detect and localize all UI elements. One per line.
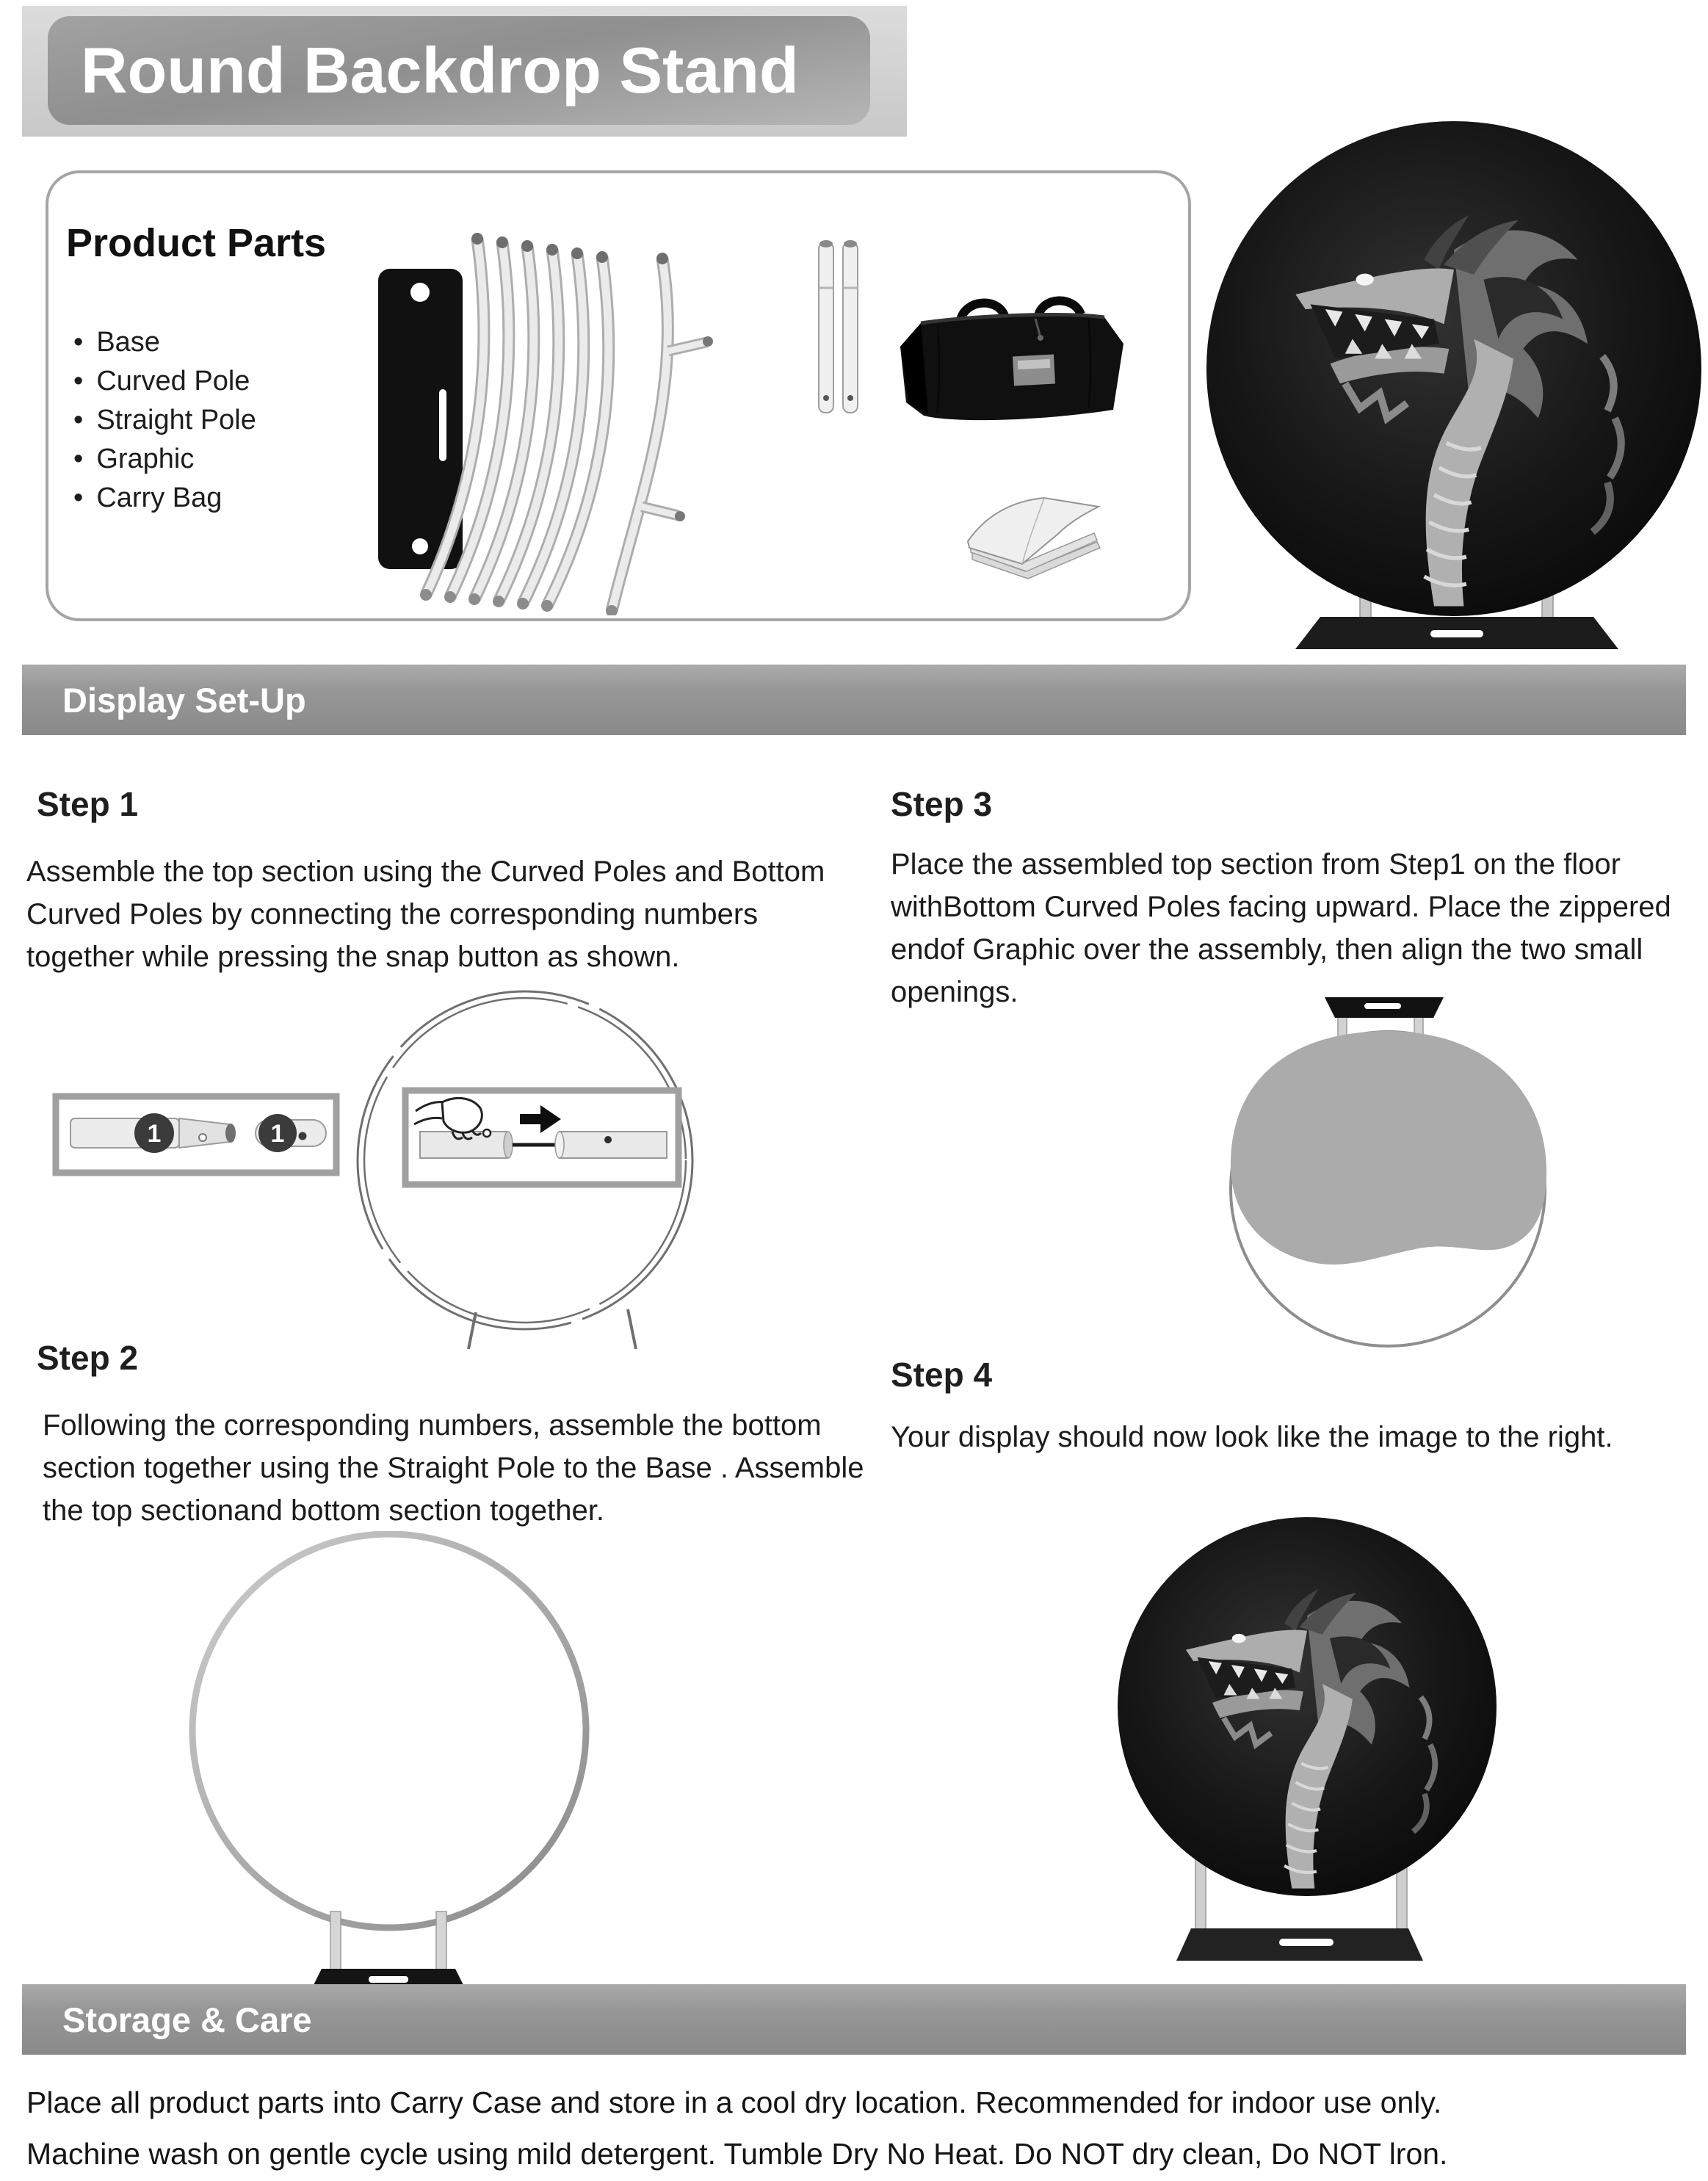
step1-illustration [44,988,866,1351]
step3-title: Step 3 [891,785,993,823]
snap-button-inset [405,1090,679,1184]
base-handle-slot [1279,1939,1334,1946]
parts-list-item-carry-bag: • Carry Bag [73,479,256,518]
title-banner [48,16,870,125]
display-setup-banner [22,665,1686,735]
product-parts-title: Product Parts [66,221,327,265]
product-parts-illustration [46,170,1185,615]
snap-number-badge: 1 [270,1120,285,1148]
step4-illustration [1065,1513,1579,1972]
step4-title: Step 4 [891,1356,993,1394]
dragon-graphic [1118,1517,1497,1896]
storage-care-banner-label: Storage & Care [62,2000,312,2039]
pole-numbers-inset [56,1096,336,1173]
step3-illustration [1175,993,1601,1356]
bottom-curved-pole-image [606,253,713,615]
step2-illustration [132,1531,646,1990]
step2-title: Step 2 [37,1339,139,1377]
stand-pole-left [330,1911,341,1972]
parts-list-item-graphic: • Graphic [73,440,256,479]
parts-list-item-straight-pole: • Straight Pole [73,401,256,440]
base-handle-slot [1364,1003,1401,1009]
straight-poles-image [819,240,858,413]
step3-text: Place the assembled top section from Step1 on the floor withBottom Curved Poles facing upward. Place the zippered endof Graphic over the assembly, then align the two small openings. [891,848,1671,1008]
base-handle-slot [369,1976,408,1983]
base-handle-slot [1430,630,1483,637]
ring-leg-right [628,1309,636,1349]
snap-number-badge: 1 [147,1120,162,1148]
stand-pole-right [436,1911,446,1972]
folded-graphic-image [968,498,1100,579]
product-photo [1197,110,1708,654]
storage-care-text [26,2077,1693,2180]
ring-leg-left [468,1312,476,1349]
step1-text: Assemble the top section using the Curved Poles and Bottom Curved Poles by connecting the corresponding numbers together while pressing the snap button as shown. [26,856,825,973]
storage-care-line-2: Machine wash on gentle cycle using mild detergent. Tumble Dry No Heat. Do NOT dry clean, Do NOT lron. [26,2137,1448,2171]
parts-list-item-base: • Base [73,323,256,362]
dragon-graphic [1206,121,1701,616]
assembled-ring [192,1534,586,1928]
storage-care-line-1: Place all product parts into Carry Case and store in a cool dry location. Recommended for indoor use only. [26,2086,1442,2119]
carry-bag-image [900,300,1123,420]
storage-care-banner [22,1984,1686,2055]
display-setup-banner-label: Display Set-Up [62,680,306,720]
graphic-being-pulled-over [1231,1031,1546,1265]
step2-text: Following the corresponding numbers, assemble the bottom section together using the Straight Pole to the Base . Assemble the top sectionand bottom section together. [43,1409,864,1527]
page-title: Round Backdrop Stand [81,34,799,106]
header-band [22,6,907,137]
step1-title: Step 1 [37,785,139,823]
step4-text: Your display should now look like the image to the right. [891,1421,1613,1453]
parts-list-item-curved-pole: • Curved Pole [73,362,256,401]
